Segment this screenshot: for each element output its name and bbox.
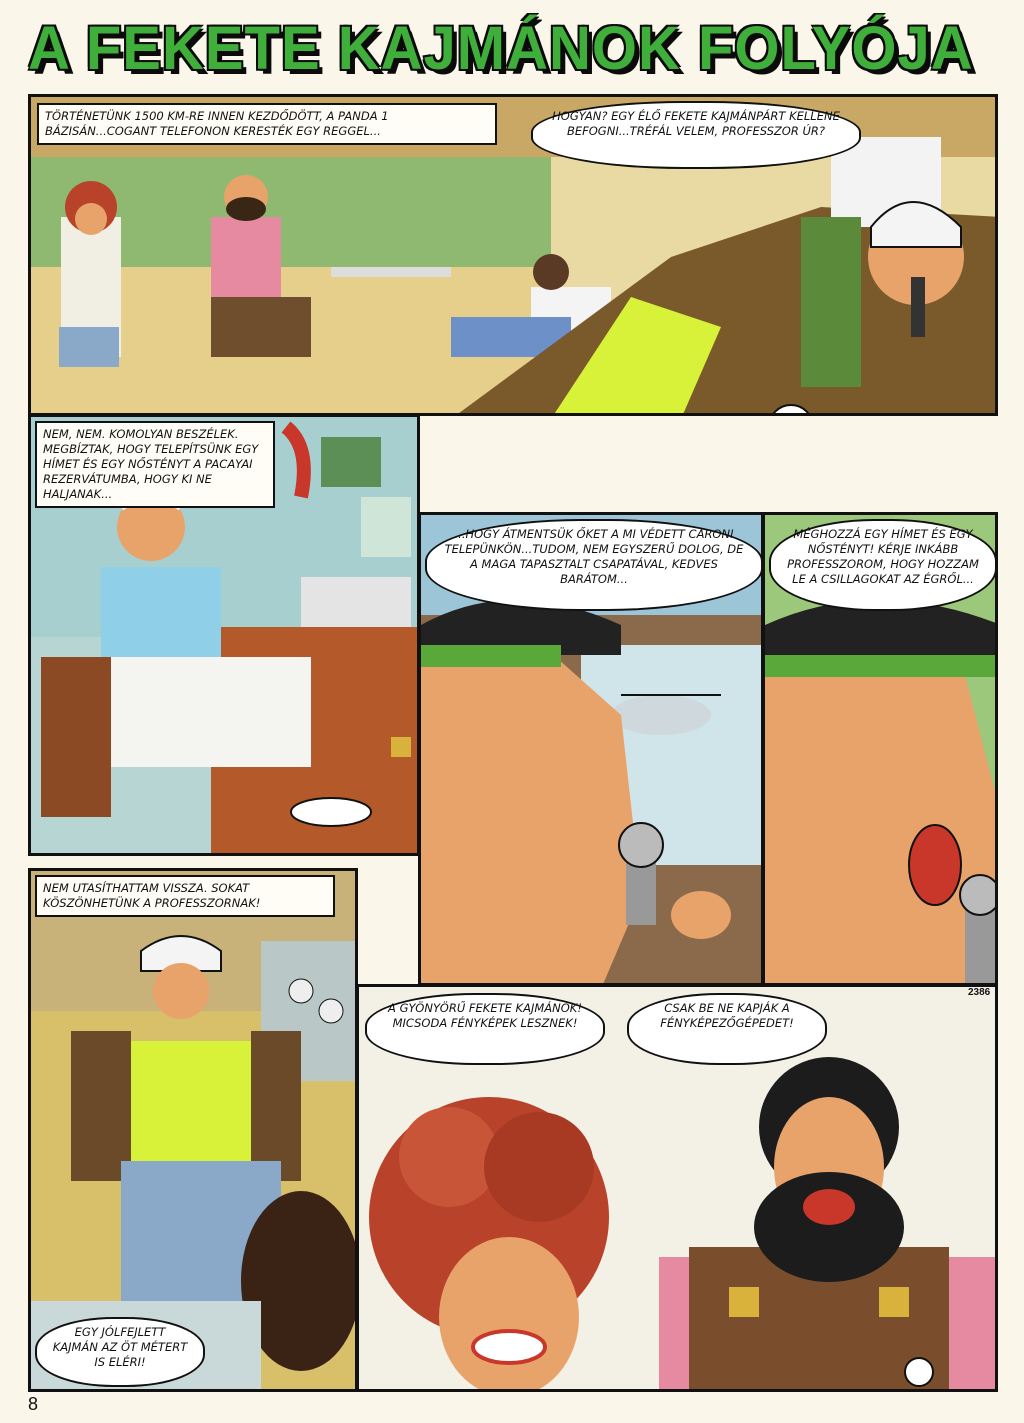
panel-3-balloon: ...HOGY ÁTMENTSÜK ŐKET A MI VÉDETT CARONI TELEPÜNKÖN...TUDOM, NEM EGYSZERŰ DOLOG, DE A MAGA TAPASZTALT CSAPATÁVAL, KEDVES BARÁTOM... [425, 519, 763, 611]
panel-5 [28, 868, 358, 1392]
panel-4 [762, 512, 998, 986]
panel-1-caption: TÖRTÉNETÜNK 1500 KM-RE INNEN KEZDŐDÖTT, A PANDA 1 BÁZISÁN...COGANT TELEFONON KERESTÉK EGY REGGEL... [37, 103, 497, 145]
panel-6-balloon-man: CSAK BE NE KAPJÁK A FÉNYKÉPEZŐGÉPEDET! [627, 993, 827, 1065]
panel-5-art [31, 871, 358, 1392]
page-number: 8 [28, 1394, 39, 1414]
panel-1 [28, 94, 998, 416]
panel-6-balloon-woman: A GYÖNYÖRŰ FEKETE KAJMÁNOK! MICSODA FÉNYKÉPEK LESZNEK! [365, 993, 605, 1065]
panel-2-caption: NEM, NEM. KOMOLYAN BESZÉLEK. MEGBÍZTAK, HOGY TELEPÍTSÜNK EGY HÍMET ÉS EGY NŐSTÉNYT A PACAYAI REZERVÁTUMBA, HOGY KI NE HALJANAK... [35, 421, 275, 508]
panel-1-balloon: HOGYAN? EGY ÉLŐ FEKETE KAJMÁNPÁRT KELLENE BEFOGNI...TRÉFÁL VELEM, PROFESSZOR ÚR? [531, 101, 861, 169]
panel-3 [418, 512, 764, 986]
page-title: A FEKETE KAJMÁNOK FOLYÓJA [28, 14, 974, 83]
issue-code: 2386 [968, 987, 991, 998]
panel-6 [356, 984, 998, 1392]
panel-5-balloon: EGY JÓLFEJLETT KAJMÁN AZ ÖT MÉTERT IS ELÉRI! [35, 1317, 205, 1387]
panel-5-caption: NEM UTASÍTHATTAM VISSZA. SOKAT KÖSZÖNHETÜNK A PROFESSZORNAK! [35, 875, 335, 917]
panel-4-balloon: MÉGHOZZÁ EGY HÍMET ÉS EGY NŐSTÉNYT! KÉRJE INKÁBB PROFESSZOROM, HOGY HOZZAM LE A CSILLAGOKAT AZ ÉGRŐL... [769, 519, 997, 611]
panel-2 [28, 414, 420, 856]
